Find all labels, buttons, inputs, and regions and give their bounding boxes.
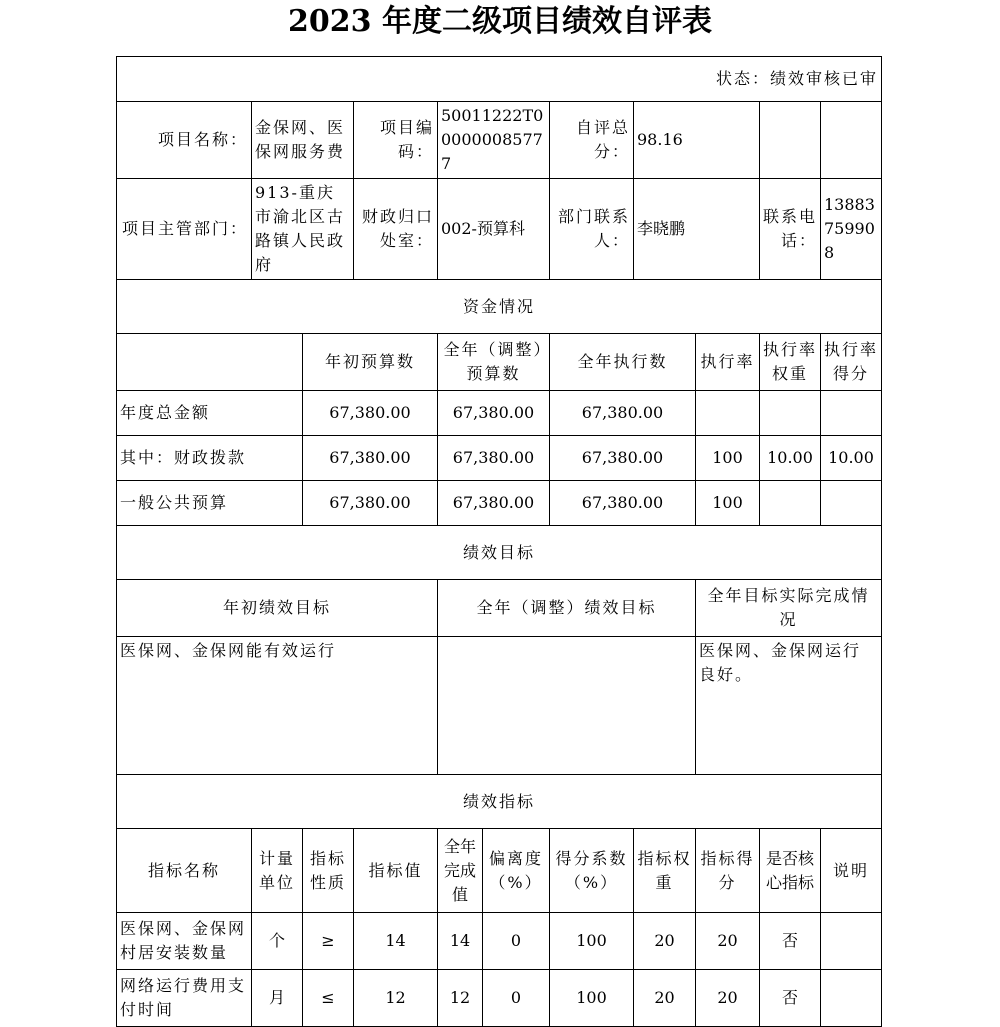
- ind-deviation: 0: [483, 913, 550, 970]
- funds-header-blank: [117, 334, 303, 391]
- phone-value: 13883759908: [821, 179, 882, 280]
- funds-header-exec-rate: 执行率: [696, 334, 760, 391]
- indicators-section-header: [117, 775, 882, 829]
- indicators-column-headers: [117, 829, 882, 913]
- funds-initial-budget: 67,380.00: [303, 391, 438, 436]
- ind-coefficient: 100: [550, 913, 634, 970]
- funds-header-rate-score: 执行率得分: [821, 334, 882, 391]
- project-info-row-2: [117, 179, 882, 280]
- contact-person-label: 部门联系人：: [550, 179, 634, 280]
- goals-column-headers: [117, 580, 882, 637]
- ind-deviation: 0: [483, 970, 550, 1027]
- evaluation-form-table: [116, 56, 882, 1027]
- empty-cell: [760, 102, 821, 179]
- goals-header-actual: 全年目标实际完成情况: [696, 580, 882, 637]
- funds-row-label: 一般公共预算: [117, 481, 303, 526]
- project-name-label: 项目名称：: [117, 102, 252, 179]
- indicator-row: [117, 970, 882, 1027]
- department-label: 项目主管部门：: [117, 179, 252, 280]
- ind-header-weight: 指标权重: [634, 829, 696, 913]
- phone-label: 联系电话：: [760, 179, 821, 280]
- funds-rate-weight: 10.00: [760, 436, 821, 481]
- goal-adjusted-value: [438, 637, 696, 775]
- ind-header-unit: 计量单位: [252, 829, 303, 913]
- ind-target: 14: [354, 913, 438, 970]
- funds-executed: 67,380.00: [550, 436, 696, 481]
- funds-row: [117, 436, 882, 481]
- goals-header-initial: 年初绩效目标: [117, 580, 438, 637]
- status-row: [117, 57, 882, 102]
- ind-header-nature: 指标性质: [303, 829, 354, 913]
- ind-note: [821, 970, 882, 1027]
- ind-nature: ≤: [303, 970, 354, 1027]
- project-code-value: 50011222T000000085777: [438, 102, 550, 179]
- ind-header-score: 指标得分: [696, 829, 760, 913]
- funds-header-adjusted-budget: 全年（调整）预算数: [438, 334, 550, 391]
- ind-name: 网络运行费用支付时间: [117, 970, 252, 1027]
- funds-column-headers: [117, 334, 882, 391]
- funds-rate-weight: [760, 391, 821, 436]
- goals-header-adjusted: 全年（调整）绩效目标: [438, 580, 696, 637]
- ind-header-core: 是否核心指标: [760, 829, 821, 913]
- funds-exec-rate: 100: [696, 481, 760, 526]
- ind-completed: 12: [438, 970, 483, 1027]
- goal-actual-value: 医保网、金保网运行良好。: [696, 637, 882, 775]
- contact-person-value: 李晓鹏: [634, 179, 760, 280]
- funds-header-rate-weight: 执行率权重: [760, 334, 821, 391]
- ind-header-deviation: 偏离度（%）: [483, 829, 550, 913]
- ind-coefficient: 100: [550, 970, 634, 1027]
- empty-cell: [821, 102, 882, 179]
- ind-header-name: 指标名称: [117, 829, 252, 913]
- funds-rate-score: [821, 481, 882, 526]
- finance-office-value: 002-预算科: [438, 179, 550, 280]
- self-score-value: 98.16: [634, 102, 760, 179]
- funds-initial-budget: 67,380.00: [303, 436, 438, 481]
- funds-adjusted-budget: 67,380.00: [438, 481, 550, 526]
- indicators-section-title: 绩效指标: [117, 775, 882, 829]
- ind-core: 否: [760, 970, 821, 1027]
- goals-section-title: 绩效目标: [117, 526, 882, 580]
- funds-section-title: 资金情况: [117, 280, 882, 334]
- ind-score: 20: [696, 970, 760, 1027]
- goals-section-header: [117, 526, 882, 580]
- goals-content-row: [117, 637, 882, 775]
- funds-header-executed: 全年执行数: [550, 334, 696, 391]
- funds-executed: 67,380.00: [550, 391, 696, 436]
- finance-office-label: 财政归口处室：: [354, 179, 438, 280]
- funds-rate-score: 10.00: [821, 436, 882, 481]
- funds-executed: 67,380.00: [550, 481, 696, 526]
- ind-header-completed: 全年完成值: [438, 829, 483, 913]
- indicator-row: [117, 913, 882, 970]
- self-score-label: 自评总分：: [550, 102, 634, 179]
- ind-unit: 个: [252, 913, 303, 970]
- funds-row: [117, 481, 882, 526]
- document-title: 2023 年度二级项目绩效自评表: [288, 4, 712, 39]
- funds-initial-budget: 67,380.00: [303, 481, 438, 526]
- funds-row-label: 年度总金额: [117, 391, 303, 436]
- ind-header-note: 说明: [821, 829, 882, 913]
- ind-completed: 14: [438, 913, 483, 970]
- funds-exec-rate: [696, 391, 760, 436]
- ind-name: 医保网、金保网村居安装数量: [117, 913, 252, 970]
- funds-exec-rate: 100: [696, 436, 760, 481]
- project-name-value: 金保网、医保网服务费: [252, 102, 354, 179]
- funds-row: [117, 391, 882, 436]
- ind-core: 否: [760, 913, 821, 970]
- project-code-label: 项目编码：: [354, 102, 438, 179]
- ind-header-target: 指标值: [354, 829, 438, 913]
- funds-header-initial-budget: 年初预算数: [303, 334, 438, 391]
- funds-rate-score: [821, 391, 882, 436]
- funds-adjusted-budget: 67,380.00: [438, 436, 550, 481]
- project-info-row-1: [117, 102, 882, 179]
- funds-rate-weight: [760, 481, 821, 526]
- ind-header-coefficient: 得分系数（%）: [550, 829, 634, 913]
- status-text: 状态：绩效审核已审: [117, 57, 882, 102]
- ind-weight: 20: [634, 970, 696, 1027]
- funds-adjusted-budget: 67,380.00: [438, 391, 550, 436]
- ind-target: 12: [354, 970, 438, 1027]
- funds-row-label: 其中：财政拨款: [117, 436, 303, 481]
- department-value: 913-重庆市渝北区古路镇人民政府: [252, 179, 354, 280]
- ind-weight: 20: [634, 913, 696, 970]
- ind-score: 20: [696, 913, 760, 970]
- ind-note: [821, 913, 882, 970]
- funds-section-header: [117, 280, 882, 334]
- goal-initial-value: 医保网、金保网能有效运行: [117, 637, 438, 775]
- ind-unit: 月: [252, 970, 303, 1027]
- ind-nature: ≥: [303, 913, 354, 970]
